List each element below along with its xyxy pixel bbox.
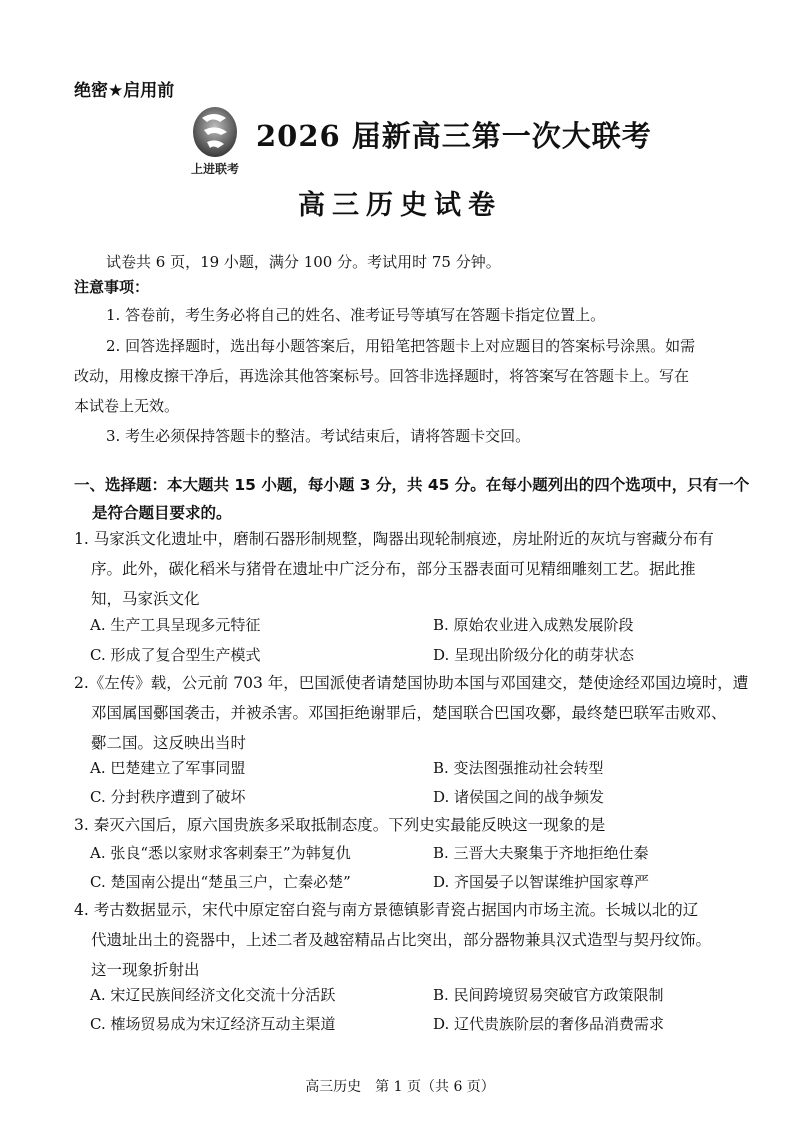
question-line: 邓国属国鄾国袭击，并被杀害。邓国拒绝谢罪后，楚国联合巴国攻鄾，最终楚巴联军击败邓、 bbox=[91, 704, 727, 722]
notes-line: 改动，用橡皮擦干净后，再选涂其他答案标号。回答非选择题时，将答案写在答题卡上。写在 bbox=[74, 367, 690, 385]
notes-line: 2. 回答选择题时，选出每小题答案后，用铅笔把答题卡上对应题目的答案标号涂黑。如需 bbox=[106, 337, 696, 355]
option-d[interactable]: D. 齐国晏子以智谋维护国家尊严 bbox=[433, 873, 650, 891]
exam-intro: 试卷共 6 页，19 小题，满分 100 分。考试用时 75 分钟。 bbox=[106, 253, 501, 271]
question-line: 3. 秦灭六国后，原六国贵族多采取抵制态度。下列史实最能反映这一现象的是 bbox=[74, 816, 606, 834]
question-line: 序。此外，碳化稻米与猪骨在遗址中广泛分布，部分玉器表面可见精细雕刻工艺。据此推 bbox=[91, 560, 696, 578]
option-c[interactable]: C. 分封秩序遭到了破坏 bbox=[90, 788, 246, 806]
option-d[interactable]: D. 诸侯国之间的战争频发 bbox=[433, 788, 605, 806]
confidential-label: 绝密★启用前 bbox=[74, 81, 175, 101]
question-line: 这一现象折射出 bbox=[91, 961, 200, 979]
logo-text: 上进联考 bbox=[190, 162, 239, 176]
question-line: 知，马家浜文化 bbox=[91, 590, 200, 608]
paper-title: 高三历史试卷 bbox=[298, 190, 502, 221]
option-d[interactable]: D. 呈现出阶级分化的萌芽状态 bbox=[433, 646, 635, 664]
notes-line: 本试卷上无效。 bbox=[74, 397, 180, 415]
option-b[interactable]: B. 变法图强推动社会转型 bbox=[433, 759, 604, 777]
option-c[interactable]: C. 楚国南公提出“楚虽三户，亡秦必楚” bbox=[90, 873, 351, 891]
notes-line: 3. 考生必须保持答题卡的整洁。考试结束后，请将答题卡交回。 bbox=[106, 427, 531, 445]
question-line: 代遗址出土的瓷器中，上述二者及越窑精品占比突出，部分器物兼具汉式造型与契丹纹饰。 bbox=[91, 931, 712, 949]
option-d[interactable]: D. 辽代贵族阶层的奢侈品消费需求 bbox=[433, 1015, 665, 1033]
section-heading: 一、选择题：本大题共 15 小题，每小题 3 分，共 45 分。在每小题列出的四个选项中，只有一个 bbox=[74, 476, 750, 494]
section-heading-cont: 是符合题目要求的。 bbox=[92, 504, 232, 522]
option-a[interactable]: A. 生产工具呈现多元特征 bbox=[90, 616, 261, 634]
question-1 bbox=[74, 524, 714, 614]
option-a[interactable]: A. 巴楚建立了军事同盟 bbox=[90, 759, 246, 777]
notes-line: 1. 答卷前，考生务必将自己的姓名、准考证号等填写在答题卡指定位置上。 bbox=[106, 306, 606, 324]
question-line: 1. 马家浜文化遗址中，磨制石器形制规整，陶器出现轮制痕迹，房址附近的灰坑与窖藏分布有 bbox=[74, 530, 714, 548]
question-4 bbox=[74, 895, 711, 985]
option-a[interactable]: A. 宋辽民族间经济文化交流十分活跃 bbox=[90, 986, 336, 1004]
option-a[interactable]: A. 张良“悉以家财求客刺秦王”为韩复仇 bbox=[90, 844, 351, 862]
page-footer: 高三历史 第 1 页（共 6 页） bbox=[305, 1079, 495, 1095]
option-b[interactable]: B. 三晋大夫聚集于齐地拒绝仕秦 bbox=[433, 844, 649, 862]
option-b[interactable]: B. 原始农业进入成熟发展阶段 bbox=[433, 616, 634, 634]
question-line: 4. 考古数据显示，宋代中原定窑白瓷与南方景德镇影青瓷占据国内市场主流。长城以北的辽 bbox=[74, 901, 699, 919]
exam-logo bbox=[180, 104, 250, 178]
option-b[interactable]: B. 民间跨境贸易突破官方政策限制 bbox=[433, 986, 664, 1004]
logo-emblem-icon bbox=[180, 104, 250, 162]
option-c[interactable]: C. 形成了复合型生产模式 bbox=[90, 646, 261, 664]
question-3 bbox=[74, 810, 605, 840]
exam-title: 2026 届新高三第一次大联考 bbox=[256, 119, 652, 153]
question-2 bbox=[74, 668, 748, 758]
notes-heading: 注意事项： bbox=[74, 278, 150, 296]
option-c[interactable]: C. 榷场贸易成为宋辽经济互动主渠道 bbox=[90, 1015, 336, 1033]
question-line: 鄾二国。这反映出当时 bbox=[91, 734, 247, 752]
question-line: 2.《左传》载，公元前 703 年，巴国派使者请楚国协助本国与邓国建交，楚使途经邓国边境时，遭 bbox=[74, 674, 749, 692]
